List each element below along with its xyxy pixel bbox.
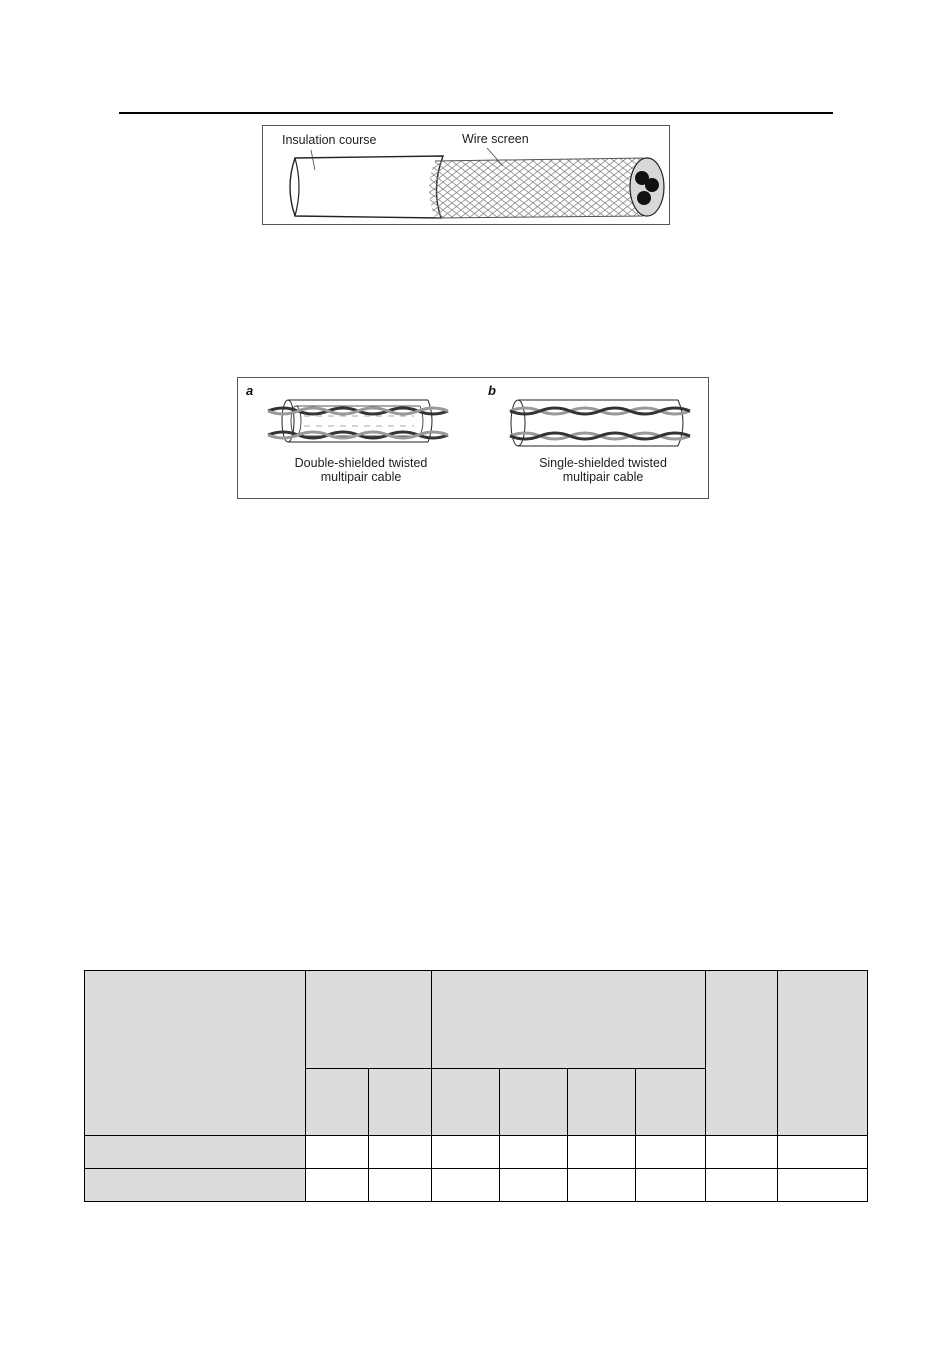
table-cell <box>369 1169 432 1202</box>
table-cell <box>778 1169 868 1202</box>
panel-b-caption-line2: multipair cable <box>562 470 644 484</box>
table-header-cell <box>306 971 432 1069</box>
table-header-cell <box>636 1069 706 1136</box>
table-cell <box>306 1136 369 1169</box>
header-rule <box>119 112 833 114</box>
table-header-cell <box>369 1069 432 1136</box>
table-header-cell <box>500 1069 568 1136</box>
panel-b-letter: b <box>488 383 496 398</box>
table-row <box>85 1136 868 1169</box>
panel-a-caption-line2: multipair cable <box>320 470 402 484</box>
table-header-cell <box>432 971 706 1069</box>
table-cell <box>432 1169 500 1202</box>
spec-table <box>84 970 868 1202</box>
table-cell <box>706 1169 778 1202</box>
table-cell <box>432 1136 500 1169</box>
table-header-cell <box>568 1069 636 1136</box>
panel-b-caption-line1: Single-shielded twisted <box>539 456 667 470</box>
table-cell <box>369 1136 432 1169</box>
table-cell <box>500 1169 568 1202</box>
table-cell <box>568 1169 636 1202</box>
table-header-row <box>85 971 868 1069</box>
table-header-cell <box>432 1069 500 1136</box>
table-cell <box>306 1169 369 1202</box>
table-header-cell <box>778 971 868 1136</box>
table-header-cell <box>306 1069 369 1136</box>
table-cell <box>778 1136 868 1169</box>
table-cell <box>568 1136 636 1169</box>
panel-a-caption-line1: Double-shielded twisted <box>294 456 428 470</box>
table-cell <box>500 1136 568 1169</box>
table-cell <box>636 1136 706 1169</box>
panel-b-caption <box>508 456 698 484</box>
twisted-multipair-figure <box>237 377 709 499</box>
table-header-cell <box>706 971 778 1136</box>
panel-a-caption <box>266 456 456 484</box>
table-row-header <box>85 1169 306 1202</box>
table-cell <box>636 1169 706 1202</box>
panel-a-letter: a <box>246 383 254 398</box>
single-shielded-cable-icon <box>510 400 690 446</box>
table-header-cell <box>85 971 306 1136</box>
double-shielded-cable-icon <box>268 400 448 442</box>
table-row-header <box>85 1136 306 1169</box>
insulation-course-label: Insulation course <box>282 133 377 147</box>
wire-screen-label: Wire screen <box>462 132 529 146</box>
shielded-cable-figure <box>262 125 670 225</box>
table-row <box>85 1169 868 1202</box>
table-cell <box>706 1136 778 1169</box>
